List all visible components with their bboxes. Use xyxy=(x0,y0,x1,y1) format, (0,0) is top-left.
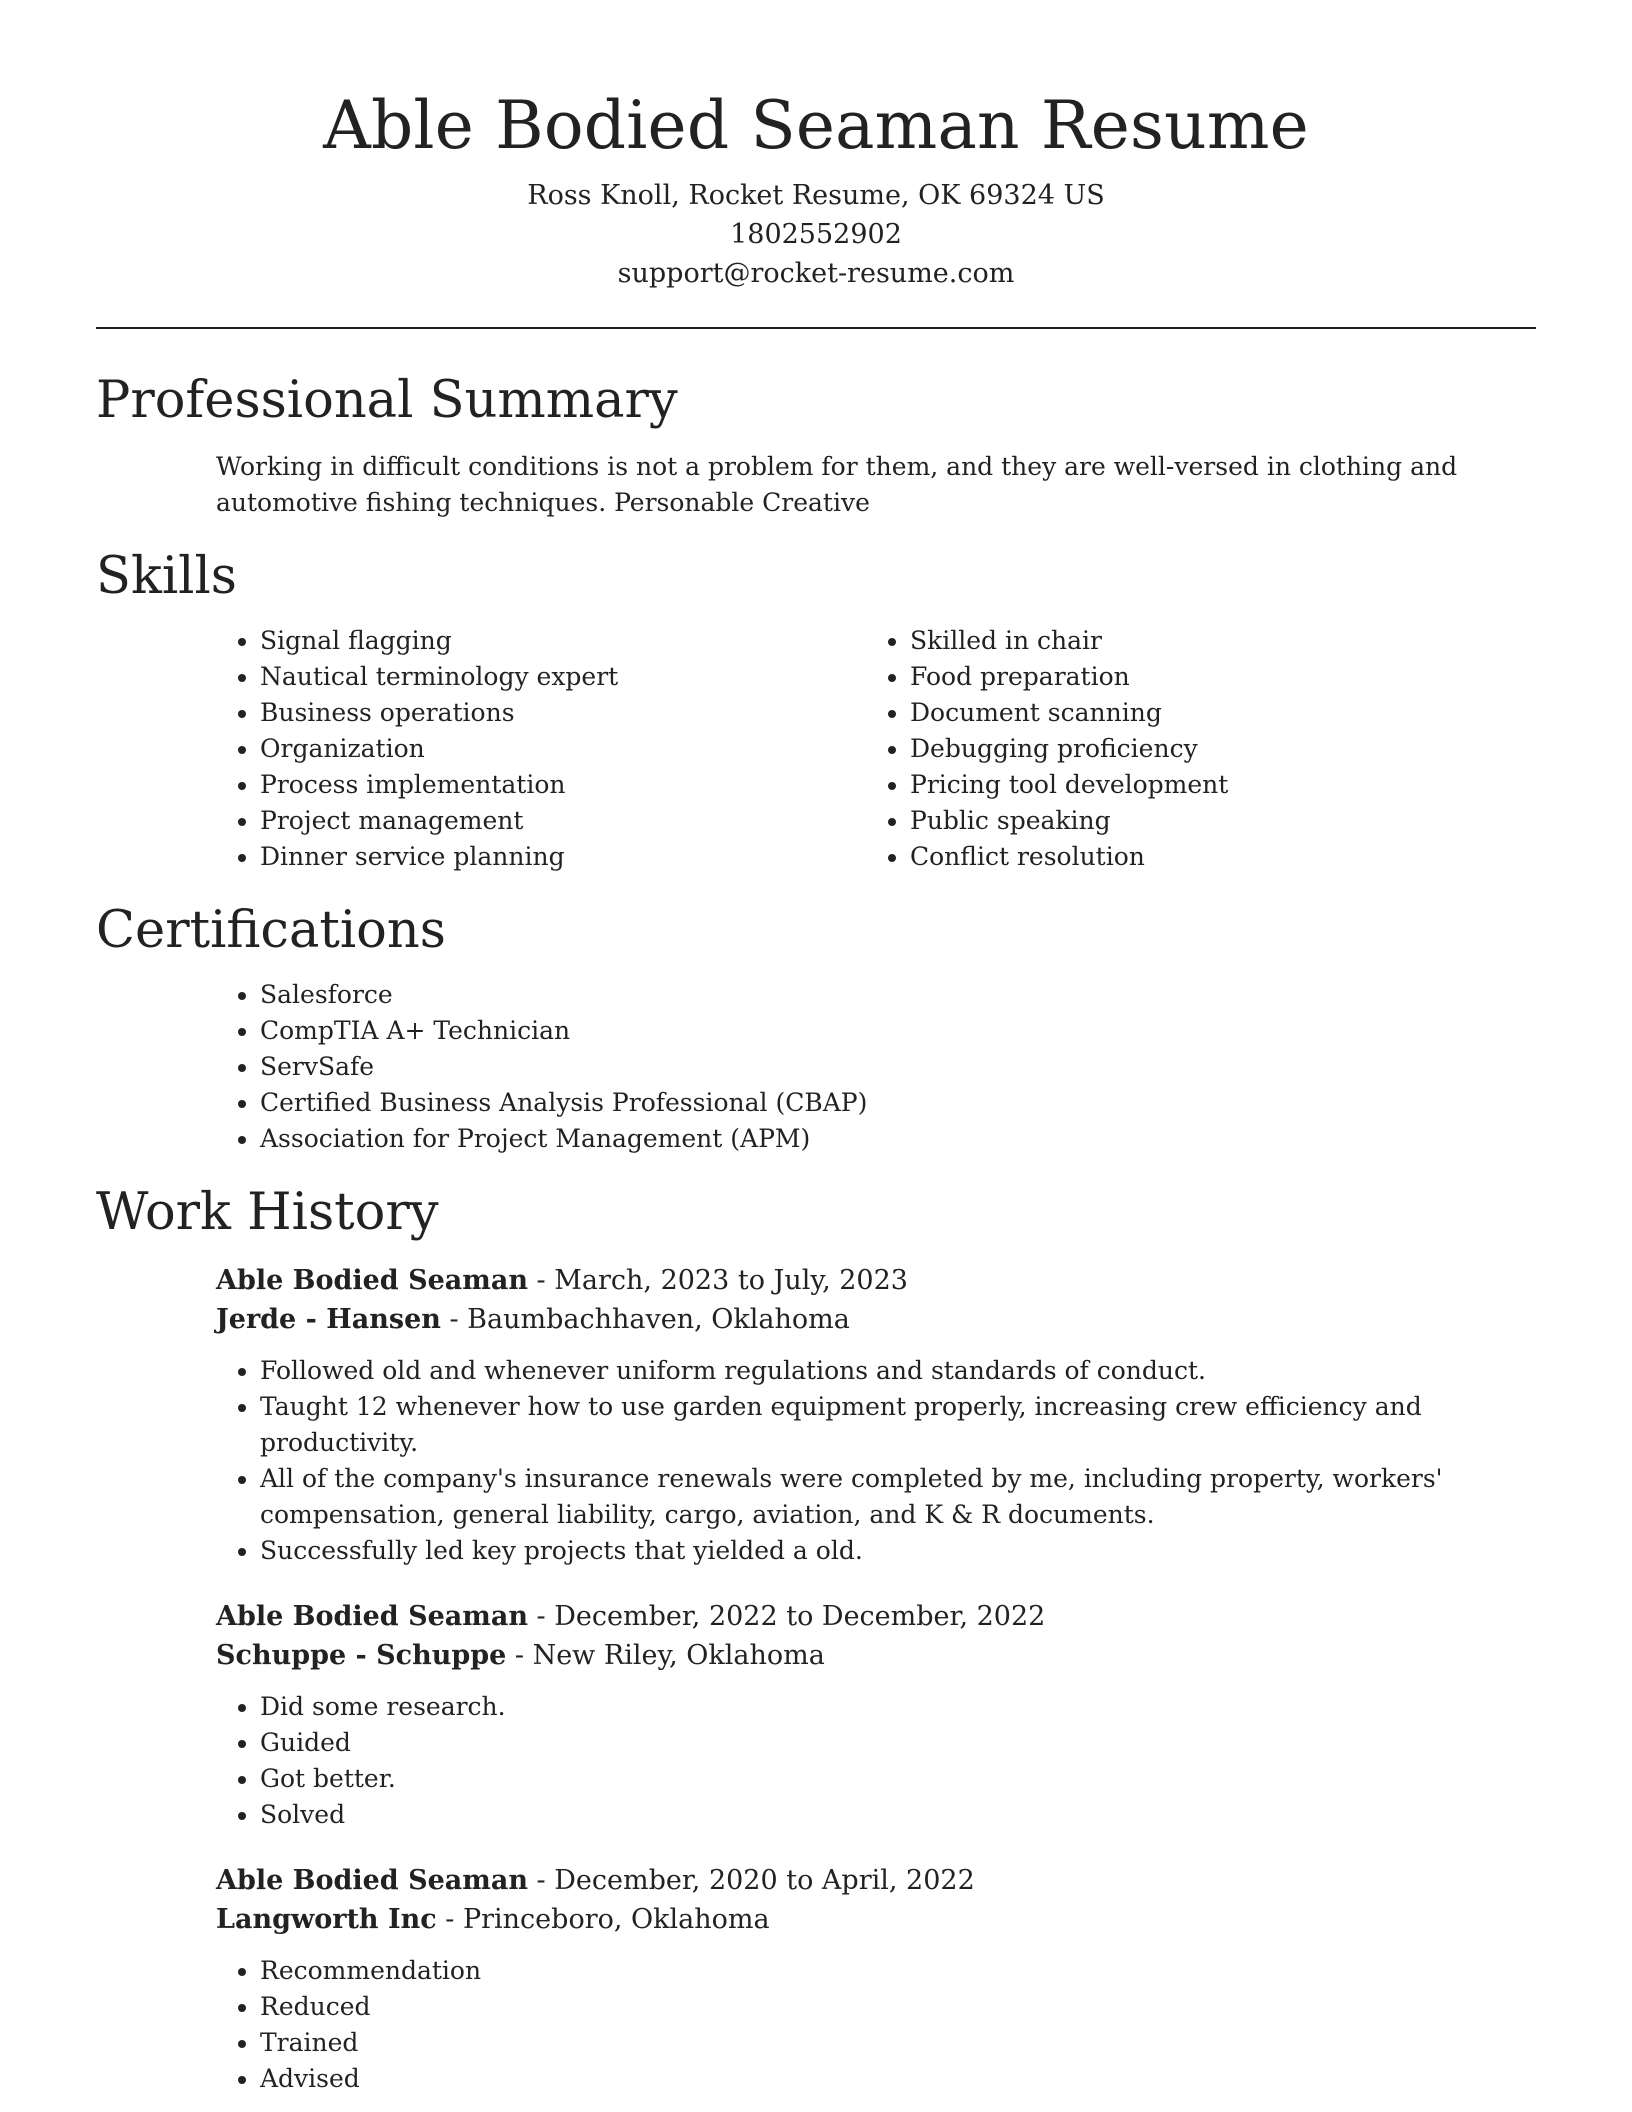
summary-heading: Professional Summary xyxy=(96,371,678,430)
skill-item: • Document scanning xyxy=(910,695,1516,731)
job-bullet: • Reduced xyxy=(260,1989,1536,2025)
job-bullet: • Followed old and whenever uniform regulations and standards of conduct. xyxy=(260,1353,1536,1389)
certification-item: • Salesforce xyxy=(260,977,1536,1013)
certifications-heading: Certifications xyxy=(96,901,446,960)
job-title-line xyxy=(216,1261,1536,1300)
job-bullet: • Advised xyxy=(260,2061,1536,2097)
job-title: Able Bodied Seaman xyxy=(216,1601,528,1632)
skills-list-right xyxy=(866,623,1516,875)
skill-item: • Public speaking xyxy=(910,803,1516,839)
contact-address: Ross Knoll, Rocket Resume, OK 69324 US xyxy=(527,180,1105,211)
job-bullet: • Recommendation xyxy=(260,1953,1536,1989)
job-location: - New Riley, Oklahoma xyxy=(506,1640,825,1671)
job-bullet: • Successfully led key projects that yielded a old. xyxy=(260,1533,1536,1569)
skills-section xyxy=(96,547,1536,875)
job-company-line xyxy=(216,1300,1536,1339)
certification-item: • Certified Business Analysis Professional (CBAP) xyxy=(260,1085,1536,1121)
skill-item: • Signal flagging xyxy=(260,623,866,659)
job-entry xyxy=(216,1861,1536,2097)
skill-item: • Conflict resolution xyxy=(910,839,1516,875)
job-dates: - December, 2020 to April, 2022 xyxy=(527,1865,975,1896)
work-history-heading: Work History xyxy=(96,1183,439,1242)
summary-text: Working in difficult conditions is not a problem for them, and they are well-versed in clothing and automotive fishing techniques. Personable Creative xyxy=(216,452,1458,517)
header-divider xyxy=(96,327,1536,329)
job-company: Schuppe - Schuppe xyxy=(216,1640,507,1671)
job-entry xyxy=(216,1261,1536,1569)
resume-title: Able Bodied Seaman Resume xyxy=(323,87,1309,164)
job-entry xyxy=(216,1597,1536,1833)
job-company: Langworth Inc xyxy=(216,1904,437,1935)
skill-item: • Dinner service planning xyxy=(260,839,866,875)
skill-item: • Nautical terminology expert xyxy=(260,659,866,695)
job-bullets-wrap xyxy=(216,1353,1536,1569)
job-bullet: • Trained xyxy=(260,2025,1536,2061)
job-bullets xyxy=(216,1689,1536,1833)
skill-item: • Project management xyxy=(260,803,866,839)
job-dates: - December, 2022 to December, 2022 xyxy=(527,1601,1046,1632)
skills-column-right xyxy=(866,623,1516,875)
contact-block xyxy=(96,176,1536,293)
work-history-section xyxy=(96,1183,1536,2097)
skill-item: • Business operations xyxy=(260,695,866,731)
job-location: - Princeboro, Oklahoma xyxy=(436,1904,770,1935)
skills-heading: Skills xyxy=(96,547,237,606)
summary-section xyxy=(96,371,1536,521)
certification-item: • Association for Project Management (APM) xyxy=(260,1121,1536,1157)
skills-columns xyxy=(216,623,1536,875)
skills-list-left xyxy=(216,623,866,875)
skills-column-left xyxy=(216,623,866,875)
skill-item: • Food preparation xyxy=(910,659,1516,695)
job-location: - Baumbachhaven, Oklahoma xyxy=(440,1304,850,1335)
skill-item: • Debugging proficiency xyxy=(910,731,1516,767)
job-dates: - March, 2023 to July, 2023 xyxy=(527,1265,908,1296)
job-title: Able Bodied Seaman xyxy=(216,1265,528,1296)
contact-phone: 1802552902 xyxy=(730,219,902,250)
skill-item: • Skilled in chair xyxy=(910,623,1516,659)
job-bullet: • Taught 12 whenever how to use garden equipment properly, increasing crew efficiency and productivity. xyxy=(260,1389,1536,1461)
skill-item: • Pricing tool development xyxy=(910,767,1516,803)
job-company: Jerde - Hansen xyxy=(216,1304,441,1335)
job-title-line xyxy=(216,1861,1536,1900)
job-bullet: • Solved xyxy=(260,1797,1536,1833)
job-title-line xyxy=(216,1597,1536,1636)
job-bullet: • Got better. xyxy=(260,1761,1536,1797)
job-bullet: • All of the company's insurance renewals were completed by me, including property, workers' compensation, general liability, cargo, aviation, and K & R documents. xyxy=(260,1461,1536,1533)
job-company-line xyxy=(216,1636,1536,1675)
job-bullets xyxy=(216,1953,1536,2097)
skill-item: • Process implementation xyxy=(260,767,866,803)
certifications-list-wrap xyxy=(216,977,1536,1157)
job-bullets-wrap xyxy=(216,1953,1536,2097)
job-bullet: • Guided xyxy=(260,1725,1536,1761)
certification-item: • ServSafe xyxy=(260,1049,1536,1085)
job-company-line xyxy=(216,1900,1536,1939)
resume-page xyxy=(96,0,1536,2097)
certifications-list xyxy=(216,977,1536,1157)
certification-item: • CompTIA A+ Technician xyxy=(260,1013,1536,1049)
job-title: Able Bodied Seaman xyxy=(216,1865,528,1896)
job-bullets-wrap xyxy=(216,1689,1536,1833)
job-bullet: • Did some research. xyxy=(260,1689,1536,1725)
job-bullets xyxy=(216,1353,1536,1569)
skill-item: • Organization xyxy=(260,731,866,767)
certifications-section xyxy=(96,901,1536,1157)
contact-email: support@rocket-resume.com xyxy=(617,258,1015,289)
